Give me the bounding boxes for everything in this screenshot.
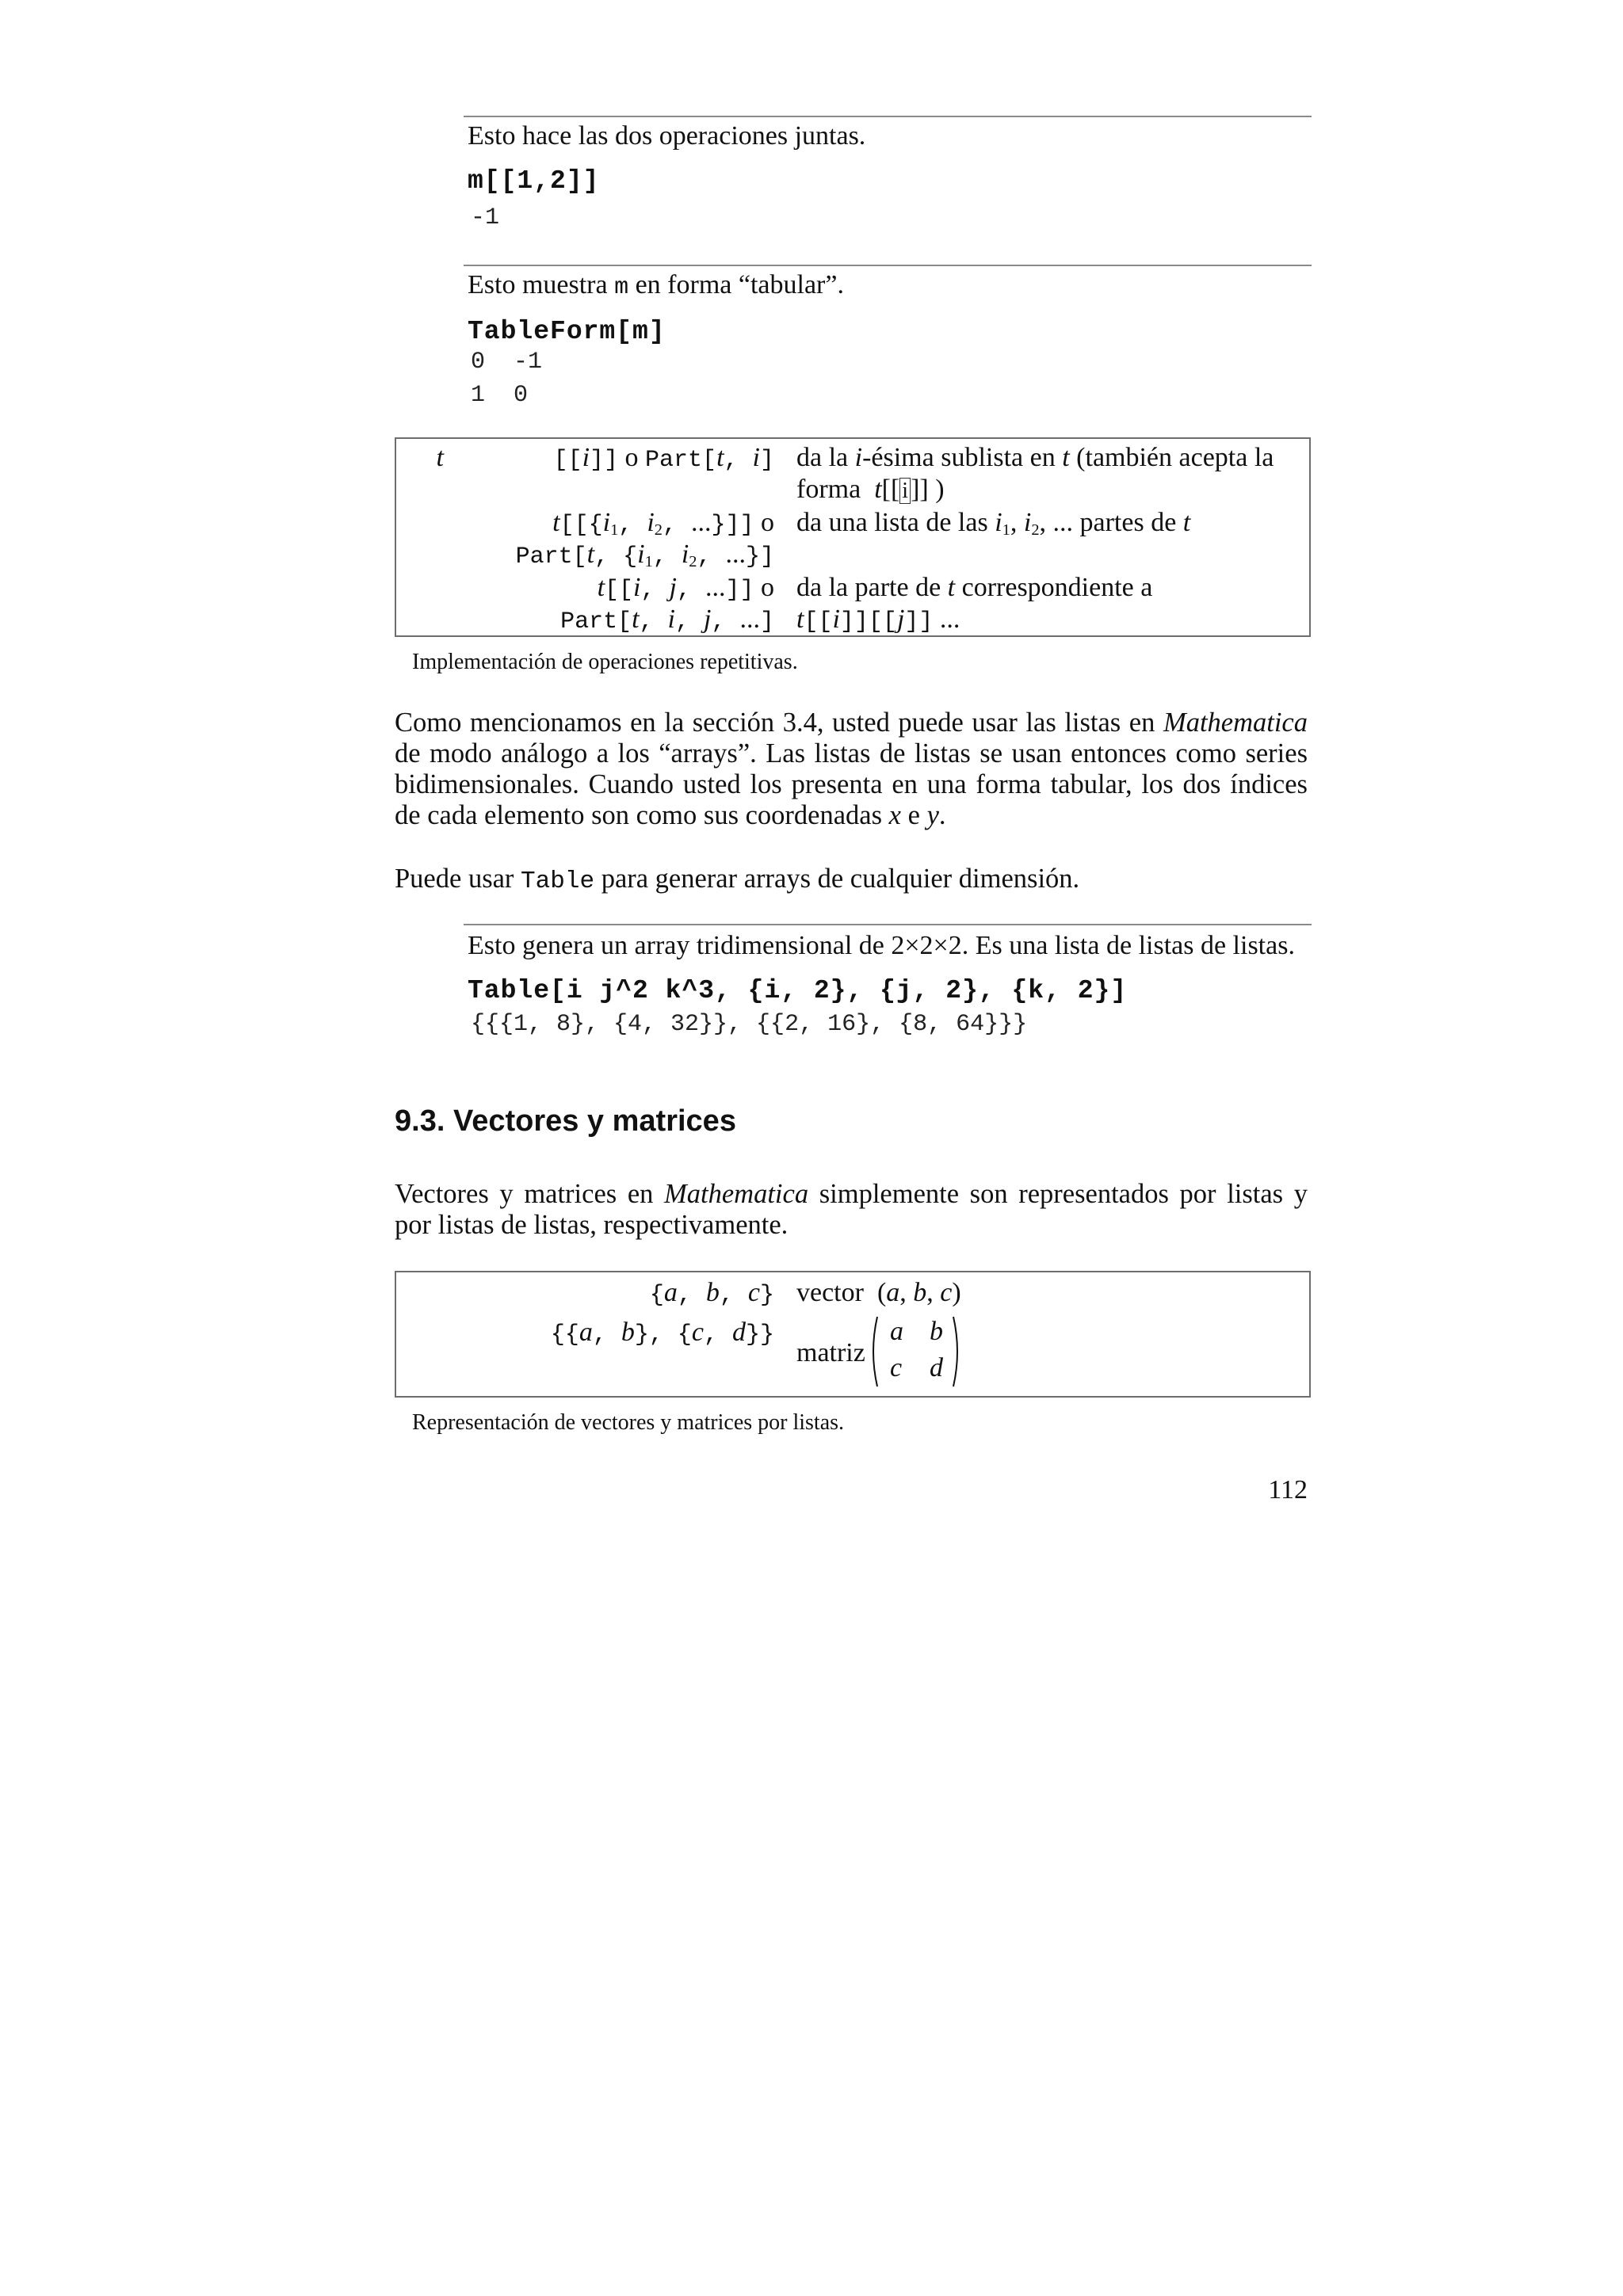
cell-note: Esto genera un array tridimensional de 2×2×2. Es una lista de listas de listas. [468, 931, 1295, 960]
body-paragraph [395, 707, 1308, 831]
table-row: 0 -1 [471, 349, 543, 376]
note-text: en forma “tabular”. [635, 270, 844, 299]
table-caption: Representación de vectores y matrices por listas. [412, 1410, 845, 1435]
cell-divider [464, 116, 1312, 117]
table-cell-description: da la parte de t correspondiente a t[[i]][[j]] ... [796, 573, 1153, 635]
table-cell-syntax: {{a, b}, {c, d}} [550, 1318, 774, 1348]
output-cell: {{{1, 8}, {4, 32}}, {{2, 16}, {8, 64}}} [471, 1011, 1028, 1038]
input-cell[interactable]: TableForm[m] [468, 317, 666, 346]
table-cell-description: da la i-ésima sublista en t (también acepta la forma t[[ i]] ) [796, 443, 1274, 504]
cell-note [468, 269, 844, 303]
input-cell[interactable]: Table[i j^2 k^3, {i, 2}, {j, 2}, {k, 2}] [468, 976, 1128, 1005]
paragraph-line: por listas de listas, respectivamente. [395, 1210, 789, 1240]
table-cell-description: vector (a, b, c) [796, 1278, 961, 1307]
matrix-entry: a [890, 1317, 903, 1346]
matrix-entry: d [930, 1353, 943, 1383]
paragraph-line: de cada elemento son como sus coordenadas x e y. [395, 800, 946, 830]
definition-table [395, 1271, 1311, 1398]
matrix-brackets [868, 1314, 963, 1390]
table-cell-syntax: [[i]] o Part[t, i] [553, 443, 774, 474]
matrix [868, 1314, 963, 1390]
table-row: 1 0 [471, 382, 529, 409]
table-cell-syntax: t [436, 443, 444, 472]
matrix-entry: c [890, 1353, 903, 1383]
definition-table [395, 437, 1311, 637]
page-number: 112 [1268, 1475, 1308, 1505]
body-paragraph [395, 1179, 1308, 1241]
table-cell-syntax: t[[i, j, ...]] o [597, 573, 774, 604]
table-cell-description: matriz [796, 1338, 865, 1367]
inline-code: m [614, 274, 629, 301]
note-text: Esto muestra [468, 270, 608, 299]
input-cell[interactable]: m[[1,2]] [468, 166, 600, 196]
cell-divider [464, 924, 1312, 925]
table-caption: Implementación de operaciones repetitivas. [412, 650, 798, 674]
table-cell-syntax: $t[[\{i_1$, $i_2$, ...}]] o [552, 508, 774, 540]
table-cell-syntax: Part[t, {$i_1$, $i_2$, ...}] [515, 540, 774, 571]
table-cell-description: da una lista de las $i_1$, $i_2$, ... partes de t [796, 508, 1191, 540]
section-heading: 9.3. Vectores y matrices [395, 1104, 736, 1138]
matrix-entry: b [930, 1317, 943, 1346]
cell-divider [464, 265, 1312, 266]
output-cell: -1 [471, 204, 500, 231]
body-paragraph: Puede usar Table para generar arrays de cualquier dimensión. [395, 864, 1080, 895]
paragraph-line: bidimensionales. Cuando usted los presenta en una forma tabular, los dos índices [395, 769, 1308, 799]
paragraph-line: Vectores y matrices en Mathematica simplemente son representados por listas y [395, 1179, 1308, 1209]
table-cell-syntax: {a, b, c} [649, 1278, 774, 1309]
cell-note: Esto hace las dos operaciones juntas. [468, 121, 866, 151]
paragraph-line: de modo análogo a los “arrays”. Las listas de listas se usan entonces como series [395, 738, 1308, 769]
table-cell-syntax: Part[t, i, j, ...] [560, 605, 774, 635]
inline-code: Table [521, 868, 595, 895]
paragraph-line: Como mencionamos en la sección 3.4, usted puede usar las listas en Mathematica [395, 707, 1308, 738]
output-cell [471, 345, 542, 412]
